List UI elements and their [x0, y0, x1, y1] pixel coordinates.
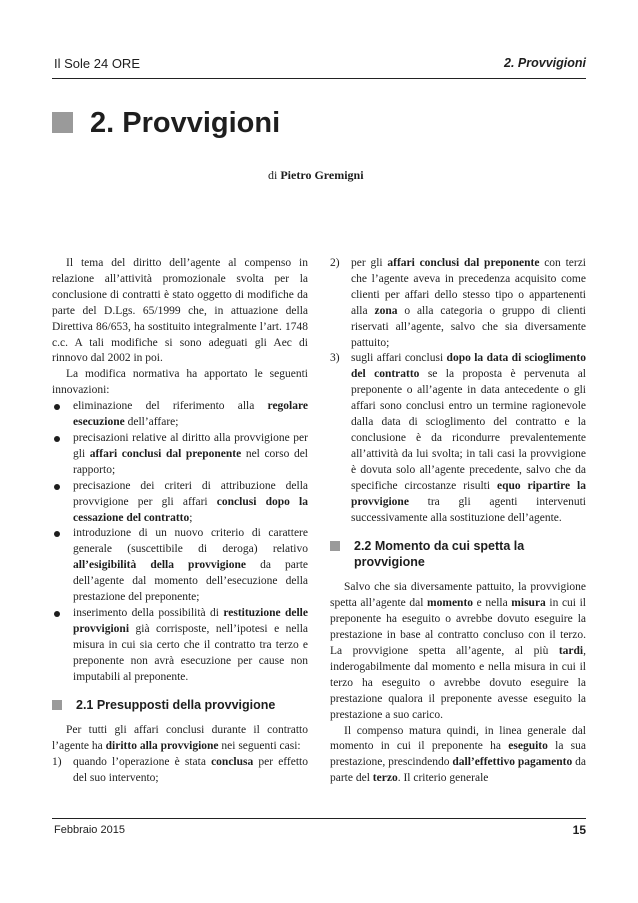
- right-column: [330, 256, 586, 787]
- paragraph-compenso: Il compenso matura quindi, in linea generale dal momento in cui il preponente ha eseguito la sua prestazione, prescindendo dall’effettivo pagamento da parte del terzo. Il criterio generale: [330, 724, 586, 785]
- list-item: inserimento della possibilità di restituzione delle provvigioni già corrisposte, nell’ipotesi e nella misura in cui sia certo che il contratto tra terzo e preponente non avrà esecuzione per cause non imputabili al preponente.: [52, 606, 308, 686]
- paragraph-momento: Salvo che sia diversamente pattuito, la provvigione spetta all’agente dal momento e nella misura in cui il preponente ha eseguito o avrebbe dovuto eseguire la prestazione in base al contratto concluso con il terzo. La provvigione spetta all’agente, al più tardi, inderogabilmente dal momento e nella misura in cui il terzo ha eseguito o avrebbe dovuto eseguire la prestazione qualora il preponente avesse eseguito la prestazione a suo carico.: [330, 581, 586, 721]
- footer-rule: [52, 818, 586, 819]
- header-rule: [52, 78, 586, 79]
- list-item: precisazione dei criteri di attribuzione della provvigione per gli affari conclusi dopo la cessazione del contratto;: [52, 479, 308, 527]
- list-item: precisazioni relative al diritto alla provvigione per gli affari conclusi dal preponente nel corso del rapporto;: [52, 431, 308, 479]
- issue-date: Febbraio 2015: [54, 824, 125, 836]
- byline-prefix: di: [268, 168, 278, 182]
- bullet-icon: [54, 484, 60, 490]
- list-item: introduzione di un nuovo criterio di carattere generale (suscettibile di deroga) relativo all’esigibilità della provvigione da parte dell’agente dal momento dell’esecuzione della prestazione del preponente;: [52, 526, 308, 606]
- bullet-icon: [54, 404, 60, 410]
- title-square-icon: [52, 112, 73, 133]
- numbered-item-2: 2) per gli affari conclusi dal preponente con terzi che l’agente aveva in precedenza acquisito come clienti per affari dello stesso tipo o appartenenti alla zona o alla categoria o gruppo di clienti riservati all’agente, salvo che sia diversamente pattuito;: [330, 257, 586, 349]
- paragraph-intro: Il tema del diritto dell’agente al compenso in relazione all’attività promozionale svolta per la conclusione di contratti è stato oggetto di modifiche da parte del D.Lgs. 65/1999 che, in attuazione della Direttiva 86/653, ha sostituito integralmente l’art. 1748 c.c. A tali modifiche si sono adeguati gli Aec di rinnovo dal 2002 in poi.: [52, 257, 308, 365]
- paragraph-innovations: La modifica normativa ha apportato le seguenti innovazioni:: [52, 368, 308, 397]
- section-square-icon: [330, 541, 340, 551]
- section-heading-2-1: 2.1 Presupposti della provvigione: [52, 697, 308, 713]
- paragraph-presupposti: Per tutti gli affari conclusi durante il contratto l’agente ha diritto alla provvigione nei seguenti casi:: [52, 724, 308, 753]
- bullet-icon: [54, 611, 60, 617]
- chapter-title: 2. Provvigioni: [90, 107, 281, 139]
- list-item: eliminazione del riferimento alla regolare esecuzione dell’affare;: [52, 399, 308, 431]
- byline: [268, 168, 364, 183]
- left-column: [52, 256, 308, 787]
- numbered-item-3: 3) sugli affari conclusi dopo la data di scioglimento del contratto se la proposta è pervenuta al preponente o all’agente in data antecedente o gli affari sono conclusi entro un termine ragionevole dalla data di scioglimento del contratto e la conclusione è da ricondurre prevalentemente all’attività da lui svolta; in tali casi la provvigione è dovuta solo all’agente precedente, salvo che da specifiche circostanze risulti equo ripartire la provvigione tra gli agenti intervenuti successivamente alla sostituzione dell’agente.: [330, 352, 586, 524]
- numbered-item-1: 1) quando l’operazione è stata conclusa per effetto del suo intervento;: [52, 756, 308, 785]
- bullet-icon: [54, 436, 60, 442]
- publication-name: Il Sole 24 ORE: [54, 56, 140, 71]
- running-header: [52, 56, 586, 76]
- page-number: 15: [572, 823, 586, 837]
- section-name: 2. Provvigioni: [504, 56, 586, 70]
- bullet-icon: [54, 531, 60, 537]
- section-heading-2-2: 2.2 Momento da cui spetta la provvigione: [330, 538, 586, 570]
- author-name: Pietro Gremigni: [280, 168, 364, 182]
- section-square-icon: [52, 700, 62, 710]
